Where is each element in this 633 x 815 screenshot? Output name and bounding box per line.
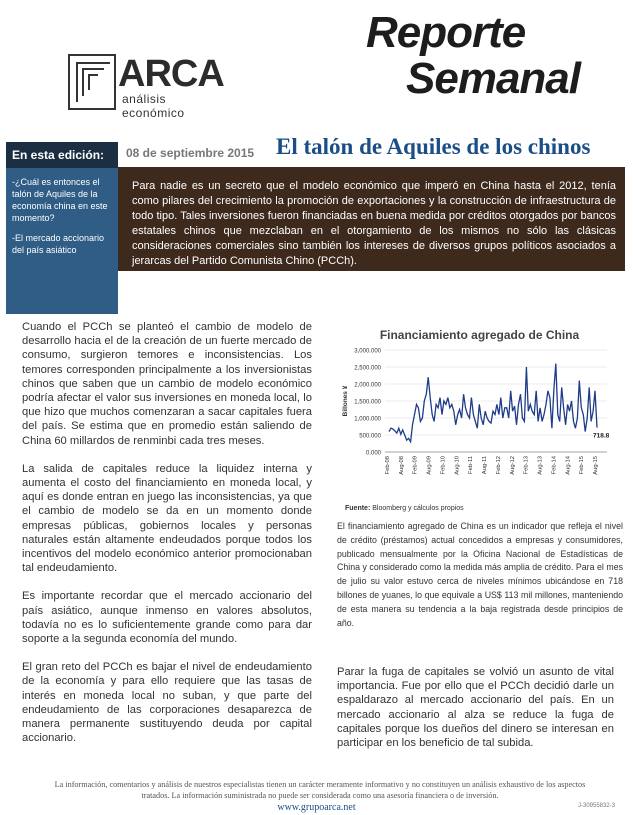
y-tick-label: 500.000 <box>359 433 381 440</box>
issue-date: 08 de septiembre 2015 <box>126 146 255 160</box>
x-tick-label: Feb-11 <box>468 456 475 474</box>
paragraph-1: Cuando el PCCh se planteó el cambio de modelo de desarrollo hacia el de la creación de un fuerte mercado de consumo, surgieron temores e inconsistencias. Los temores corresponden principalmente a los inversionistas chinos que saben que un cambio de modelo económico podría afectar el valor sus inversiones en moneda local, lo que hizo que muchos comenzaran a sacar capitales fuera del país. Se estima que en promedio están saliendo de China 60 millardos de renminbi cada tres meses. <box>22 321 312 447</box>
intro-box <box>118 167 625 271</box>
y-axis-label: Billones ¥ <box>342 385 349 417</box>
x-tick-label: Aug-09 <box>426 456 433 475</box>
report-title-line2: Semanal <box>406 54 580 103</box>
x-tick-label: Feb-09 <box>412 456 419 475</box>
x-tick-label: Feb-13 <box>523 456 530 475</box>
sidebar-item-1: -¿Cuál es entonces el talón de Aquiles de la economía china en este momento? <box>12 177 108 223</box>
y-tick-label: 2,500.000 <box>354 365 381 372</box>
report-title <box>358 10 628 102</box>
y-tick-label: 3,000.000 <box>354 348 381 355</box>
paragraph-3: Es importante recordar que el mercado accionario del país asiático, aunque inmenso en valores absolutos, todavía no es lo suficientemente grande como para dar soporte a la segunda economía del mundo. <box>22 590 312 646</box>
arca-logo-mark-icon <box>68 54 116 110</box>
disclaimer: La información, comentarios y análisis de nuestros especialistas tienen un carácter meramente informativo y no constituyen un análisis exhaustivo de los aspectos tratados. La información suministrada no puede ser considerada como una asesoría financiera o de inversión. <box>54 780 586 800</box>
last-value-label: 718.8 <box>593 432 610 440</box>
chart-source <box>345 505 464 512</box>
logo-name: ARCA <box>118 53 224 95</box>
left-column <box>22 320 312 759</box>
x-tick-label: Aug-08 <box>398 456 405 475</box>
chart-plot <box>337 322 622 522</box>
report-header <box>0 0 633 120</box>
x-tick-label: Aug-10 <box>454 456 461 475</box>
x-tick-label: Feb-08 <box>385 456 391 475</box>
chart-source-text: Bloomberg y cálculos propios <box>372 505 464 512</box>
paragraph-4: El gran reto del PCCh es bajar el nivel de endeudamiento de la economía y para ello requiere que las tasas de interés en moneda local no suban, y que parte del endeudamiento de las corporaciones desaparezca de manera permanente sustituyendo deuda por capital accionario. <box>22 661 312 745</box>
report-title-line1: Reporte <box>366 8 526 57</box>
article-title: El talón de Aquiles de los chinos <box>276 134 591 159</box>
document-code: J-30955832-3 <box>578 803 616 809</box>
x-tick-label: Aug-11 <box>482 456 489 475</box>
x-tick-label: Aug-12 <box>509 456 516 475</box>
paragraph-5: Parar la fuga de capitales se volvió un asunto de vital importancia. Fue por ello que el PCCh decidió darle un espaldarazo al mercado accionario del país. En un mercado accionario al alza se reduce la fuga de capitales porque los dueños del dinero se interesan en participar en los beneficio de tal subida. <box>337 666 614 750</box>
x-tick-label: Feb-15 <box>579 456 586 475</box>
sidebar-heading: En esta edición: <box>6 142 118 168</box>
sidebar-item-2: -El mercado accionario del país asiático <box>12 233 105 255</box>
x-tick-label: Aug-15 <box>593 456 599 475</box>
y-tick-label: 0.000 <box>365 450 381 457</box>
edition-sidebar <box>6 142 118 314</box>
chart-caption: El financiamiento agregado de China es un indicador que refleja el nivel de crédito (préstamos) actual concedidos a empresas y consumidores, publicado mensualmente por la Oficina Nacional de Estadísticas de China y considerado como la medida más amplia de crédito. Para el mes de julio su valor estuvo cerca de niveles mínimos ubicándose en 718 billones de yuanes, lo que equivale a US$ 113 mil millones, manteniendo de esta manera su tendencia a la baja registrada desde principios de año. <box>337 521 623 628</box>
sidebar-items <box>12 176 114 264</box>
arca-logo <box>68 53 228 120</box>
paragraph-2: La salida de capitales reduce la liquidez interna y aumenta el costo del financiamiento en moneda local, y aquí es donde entran en juego las inconsistencias, ya que el cambio de modelo se da en un momento donde empresas públicas, gobiernos locales y personas naturales están altamente endeudados porque todos los incentivos del modelo económico anterior promocionaban tal endeudamiento. <box>22 462 312 575</box>
x-tick-label: Feb-10 <box>440 456 447 475</box>
y-tick-label: 1,500.000 <box>354 399 381 406</box>
y-tick-label: 1,000.000 <box>354 416 381 423</box>
chart-source-label: Fuente: <box>345 505 371 512</box>
logo-subtitle: análisis económico <box>122 92 185 120</box>
x-tick-label: Feb-12 <box>495 456 502 475</box>
x-tick-label: Feb-14 <box>551 456 558 475</box>
x-tick-label: Aug-13 <box>537 456 544 475</box>
intro-text: Para nadie es un secreto que el modelo económico que imperó en China hasta el 2012, tenía como pilares del crecimiento la promoción de exportaciones y la construcción de infraestructura de todo tipo. Tales inversiones fueron financiadas en buena medida por créditos otorgados por bancos estatales chinos que mezclaban en el otorgamiento de los mismos no sólo las clásicas consideraciones comerciales sino también los intereses de diversos grupos políticos asociados a jerarcas del Partido Comunista Chino (PCCh). <box>132 180 616 267</box>
right-column <box>337 665 614 764</box>
chart-title: Financiamiento agregado de China <box>379 328 580 342</box>
website-link[interactable]: www.grupoarca.net <box>277 802 356 813</box>
series-line <box>389 364 597 442</box>
x-tick-label: Aug-14 <box>565 456 572 475</box>
financing-chart <box>337 322 622 522</box>
y-tick-label: 2,000.000 <box>354 382 381 389</box>
